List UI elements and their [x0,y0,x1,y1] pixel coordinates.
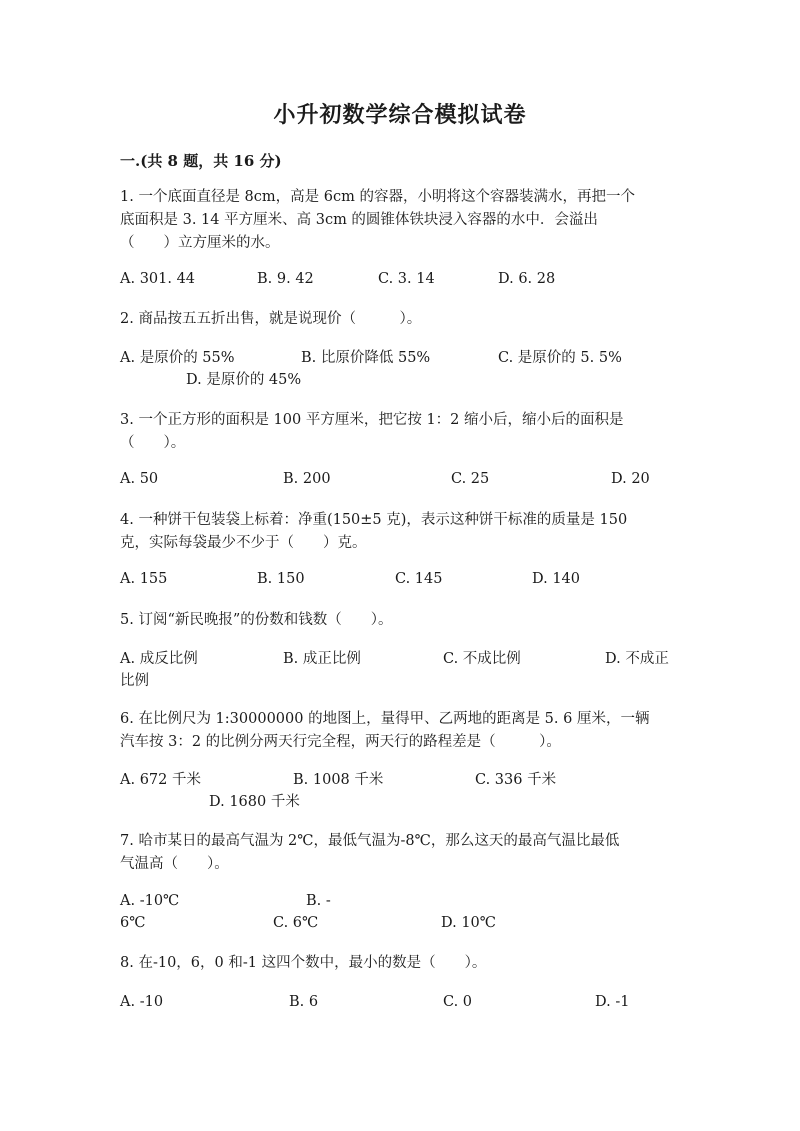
q5-option-b[interactable]: B. 成正比例 [283,651,361,667]
question-1 [120,186,680,255]
q6-option-a[interactable]: A. 672 千米 [120,772,201,788]
question-line: 克，实际每袋最少不少于（ ）克。 [120,535,367,551]
q1-option-d[interactable]: D. 6. 28 [498,271,556,287]
q7-option-a[interactable]: A. -10℃ [120,893,180,909]
q7-option-d[interactable]: D. 10℃ [441,915,496,931]
q2-option-b[interactable]: B. 比原价降低 55% [301,350,431,366]
q1-option-b[interactable]: B. 9. 42 [257,271,314,287]
question-line: 6. 在比例尺为 1:30000000 的地图上，量得甲、乙两地的距离是 5. 6 厘米，一辆 [120,711,650,727]
q7-option-b-wrap: 6℃ [120,915,146,931]
q6-option-c[interactable]: C. 336 千米 [475,772,557,788]
q1-option-a[interactable]: A. 301. 44 [120,271,196,287]
question-line: （ ）。 [120,435,186,451]
q4-option-a[interactable]: A. 155 [120,571,168,587]
question-5 [120,609,680,632]
q6-option-d[interactable]: D. 1680 千米 [209,794,300,810]
page-title: 小升初数学综合模拟试卷 [273,102,527,128]
q5-option-d[interactable]: D. 不成正 [605,651,669,667]
q2-option-c[interactable]: C. 是原价的 5. 5% [498,350,622,366]
q2-option-d[interactable]: D. 是原价的 45% [186,372,302,388]
q4-option-d[interactable]: D. 140 [532,571,581,587]
q5-option-c[interactable]: C. 不成比例 [443,651,521,667]
question-6 [120,708,680,754]
q3-option-d[interactable]: D. 20 [611,471,650,487]
question-line: 底面积是 3. 14 平方厘米、高 3cm 的圆锥体铁块浸入容器的水中．会溢出 [120,212,598,228]
q4-option-c[interactable]: C. 145 [395,571,443,587]
q3-option-b[interactable]: B. 200 [283,471,331,487]
q8-option-d[interactable]: D. -1 [595,994,630,1010]
question-2 [120,308,680,331]
q2-option-a[interactable]: A. 是原价的 55% [120,350,235,366]
q7-option-c[interactable]: C. 6℃ [273,915,319,931]
q5-option-a[interactable]: A. 成反比例 [120,651,198,667]
question-line: （ ）立方厘米的水。 [120,235,280,251]
q1-option-c[interactable]: C. 3. 14 [378,271,435,287]
question-line: 8. 在-10，6，0 和-1 这四个数中，最小的数是（ ）。 [120,955,487,971]
q8-option-a[interactable]: A. -10 [120,994,164,1010]
question-line: 汽车按 3：2 的比例分两天行完全程，两天行的路程差是（ ）。 [120,734,561,750]
question-3 [120,409,680,455]
question-line: 2. 商品按五五折出售，就是说现价（ ）。 [120,311,422,327]
q5-option-d-wrap: 比例 [120,673,149,689]
q8-option-b[interactable]: B. 6 [289,994,319,1010]
question-line: 1. 一个底面直径是 8cm，高是 6cm 的容器，小明将这个容器装满水，再把一个 [120,189,635,205]
q6-option-b[interactable]: B. 1008 千米 [293,772,384,788]
q7-option-b[interactable]: B. - [306,893,331,909]
question-line: 7. 哈市某日的最高气温为 2℃，最低气温为-8℃，那么这天的最高气温比最低 [120,833,620,849]
question-line: 4. 一种饼干包装袋上标着：净重(150±5 克)，表示这种饼干标准的质量是 150 [120,512,628,528]
question-line: 3. 一个正方形的面积是 100 平方厘米，把它按 1：2 缩小后，缩小后的面积是 [120,412,624,428]
section-heading: 一.(共 8 题，共 16 分) [120,152,282,170]
q8-option-c[interactable]: C. 0 [443,994,473,1010]
question-line: 气温高（ ）。 [120,856,229,872]
question-8 [120,952,680,975]
q4-option-b[interactable]: B. 150 [257,571,305,587]
q3-option-a[interactable]: A. 50 [120,471,159,487]
question-7 [120,830,680,876]
question-4 [120,509,680,555]
q3-option-c[interactable]: C. 25 [451,471,490,487]
question-line: 5. 订阅“新民晚报”的份数和钱数（ ）。 [120,612,393,628]
